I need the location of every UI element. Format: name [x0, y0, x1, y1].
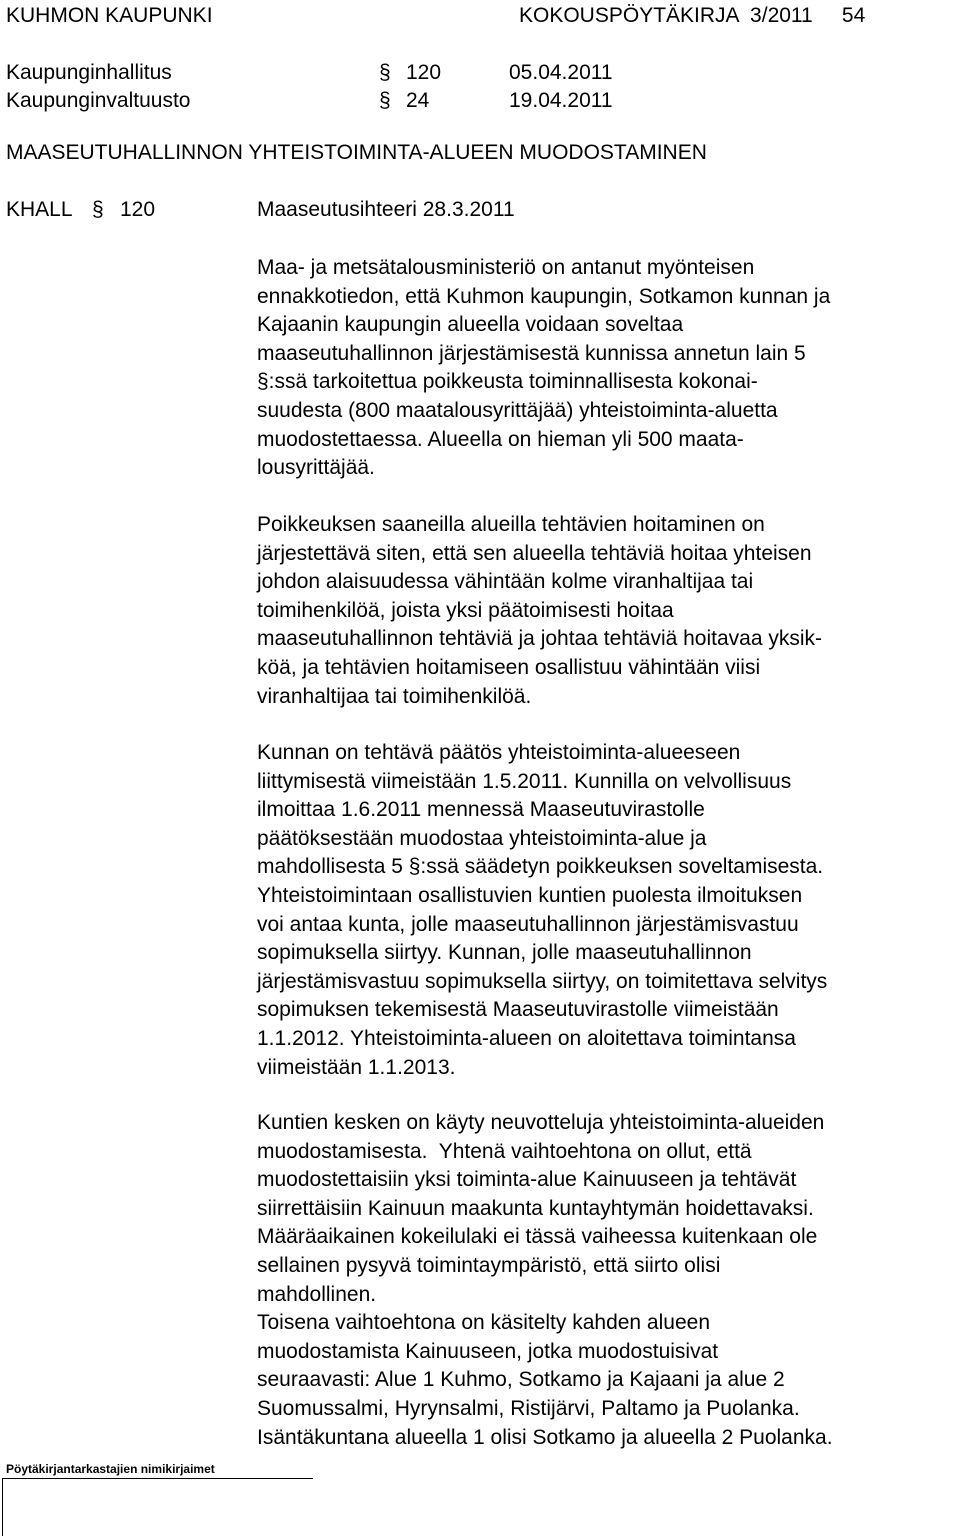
text-line: Poikkeuksen saaneilla alueilla tehtävien hoitaminen on — [257, 513, 765, 536]
text-line: muodostamisesta. Yhtenä vaihtoehtona on ollut, että — [257, 1139, 752, 1163]
text-line: Maa- ja metsätalousministeriö on antanut myönteisen — [257, 256, 755, 279]
text-line: köä, ja tehtävien hoitamiseen osallistuu vähintään viisi — [257, 655, 761, 679]
meeting-section-number: 120 — [406, 61, 442, 84]
text-line: siirrettäisiin Kainuun maakunta kuntayhtymän hoidettavaksi. — [257, 1196, 814, 1220]
text-line: järjestämisvastuu sopimuksella siirtyy, on toimitettava selvitys — [257, 969, 828, 993]
meeting-date: 19.04.2011 — [509, 89, 613, 112]
item-section-number: 120 — [120, 198, 156, 221]
text-line: maaseutuhallinnon järjestämisestä kunnissa annetun lain 5 — [257, 341, 806, 365]
document-title: MAASEUTUHALLINNON YHTEISTOIMINTA-ALUEEN MUODOSTAMINEN — [6, 141, 707, 164]
meeting-organ: Kaupunginhallitus — [6, 61, 172, 84]
municipality-name: KUHMON KAUPUNKI — [6, 4, 213, 27]
text-line: järjestettävä siten, että sen alueella tehtäviä hoitaa yhteisen — [257, 541, 812, 565]
text-line: 1.1.2012. Yhteistoiminta-alueen on aloitettava toimintansa — [257, 1026, 796, 1050]
text-line: sellainen pysyvä toimintaympäristö, että siirto olisi — [257, 1253, 721, 1277]
item-subtitle: Maaseutusihteeri 28.3.2011 — [257, 198, 515, 221]
text-line: ilmoittaa 1.6.2011 mennessä Maaseutuvirastolle — [257, 798, 705, 822]
text-line: seuraavasti: Alue 1 Kuhmo, Sotkamo ja Kajaani ja alue 2 — [257, 1368, 785, 1392]
section-symbol: § — [92, 198, 104, 221]
text-line: viranhaltijaa tai toimihenkilöä. — [257, 684, 532, 708]
text-line: muodostamista Kainuuseen, jotka muodostuisivat — [257, 1339, 719, 1363]
text-line: Toisena vaihtoehtona on käsitelty kahden alueen — [257, 1311, 710, 1335]
text-line: maaseutuhallinnon tehtäviä ja johtaa tehtäviä hoitavaa yksik- — [257, 627, 823, 651]
text-line: Suomussalmi, Hyrynsalmi, Ristijärvi, Paltamo ja Puolanka. — [257, 1396, 800, 1420]
text-line: liittymisestä viimeistään 1.5.2011. Kunnilla on velvollisuus — [257, 769, 792, 793]
paragraph — [257, 511, 947, 711]
text-line: johdon alaisuudessa vähintään kolme viranhaltijaa tai — [257, 570, 754, 594]
text-line: Kunnan on tehtävä päätös yhteistoiminta-alueeseen — [257, 741, 741, 764]
text-line: viimeistään 1.1.2013. — [257, 1055, 456, 1079]
text-line: suudesta (800 maatalousyrittäjää) yhteistoiminta-aluetta — [257, 398, 778, 422]
paragraph — [257, 254, 947, 483]
minutes-header: KOKOUSPÖYTÄKIRJA 3/2011 54 — [519, 4, 866, 27]
text-line: Kuntien kesken on käyty neuvotteluja yhteistoiminta-alueiden — [257, 1111, 825, 1134]
text-line: muodostettaisiin yksi toiminta-alue Kainuuseen ja tehtävät — [257, 1168, 797, 1192]
footer-label: Pöytäkirjantarkastajien nimikirjaimet — [6, 1462, 215, 1476]
text-line: Kajaanin kaupungin alueella voidaan soveltaa — [257, 313, 684, 337]
text-line: mahdollinen. — [257, 1282, 377, 1306]
text-line: muodostettaessa. Alueella on hieman yli 500 maata- — [257, 427, 744, 451]
text-line: Yhteistoimintaan osallistuvien kuntien puolesta ilmoituksen — [257, 883, 803, 907]
text-line: voi antaa kunta, jolle maaseutuhallinnon järjestämisvastuu — [257, 912, 799, 936]
meeting-date: 05.04.2011 — [509, 61, 613, 84]
paragraph — [257, 1109, 947, 1452]
text-line: sopimuksen tekemisestä Maaseutuvirastolle viimeistään — [257, 998, 779, 1022]
text-line: toimihenkilöä, joista yksi päätoimisesti hoitaa — [257, 598, 674, 622]
text-line: Isäntäkuntana alueella 1 olisi Sotkamo ja alueella 2 Puolanka. — [257, 1425, 833, 1449]
section-symbol: § — [379, 89, 391, 112]
meeting-organ: Kaupunginvaltuusto — [6, 89, 191, 112]
section-symbol: § — [379, 61, 391, 84]
text-line: ennakkotiedon, että Kuhmon kaupungin, Sotkamon kunnan ja — [257, 284, 831, 308]
text-line: päätöksestään muodostaa yhteistoiminta-alue ja — [257, 826, 707, 850]
text-line: Määräaikainen kokeilulaki ei tässä vaiheessa kuitenkaan ole — [257, 1225, 818, 1249]
text-line: lousyrittäjää. — [257, 456, 375, 480]
paragraph — [257, 739, 947, 1082]
text-line: mahdollisesta 5 §:ssä säädetyn poikkeuksen soveltamisesta. — [257, 855, 824, 879]
initials-box — [2, 1478, 313, 1536]
item-label: KHALL — [6, 198, 73, 221]
text-line: sopimuksella siirtyy. Kunnan, jolle maaseutuhallinnon — [257, 941, 752, 965]
meeting-section-number: 24 — [406, 89, 430, 112]
text-line: §:ssä tarkoitettua poikkeusta toiminnallisesta kokonai- — [257, 370, 758, 394]
